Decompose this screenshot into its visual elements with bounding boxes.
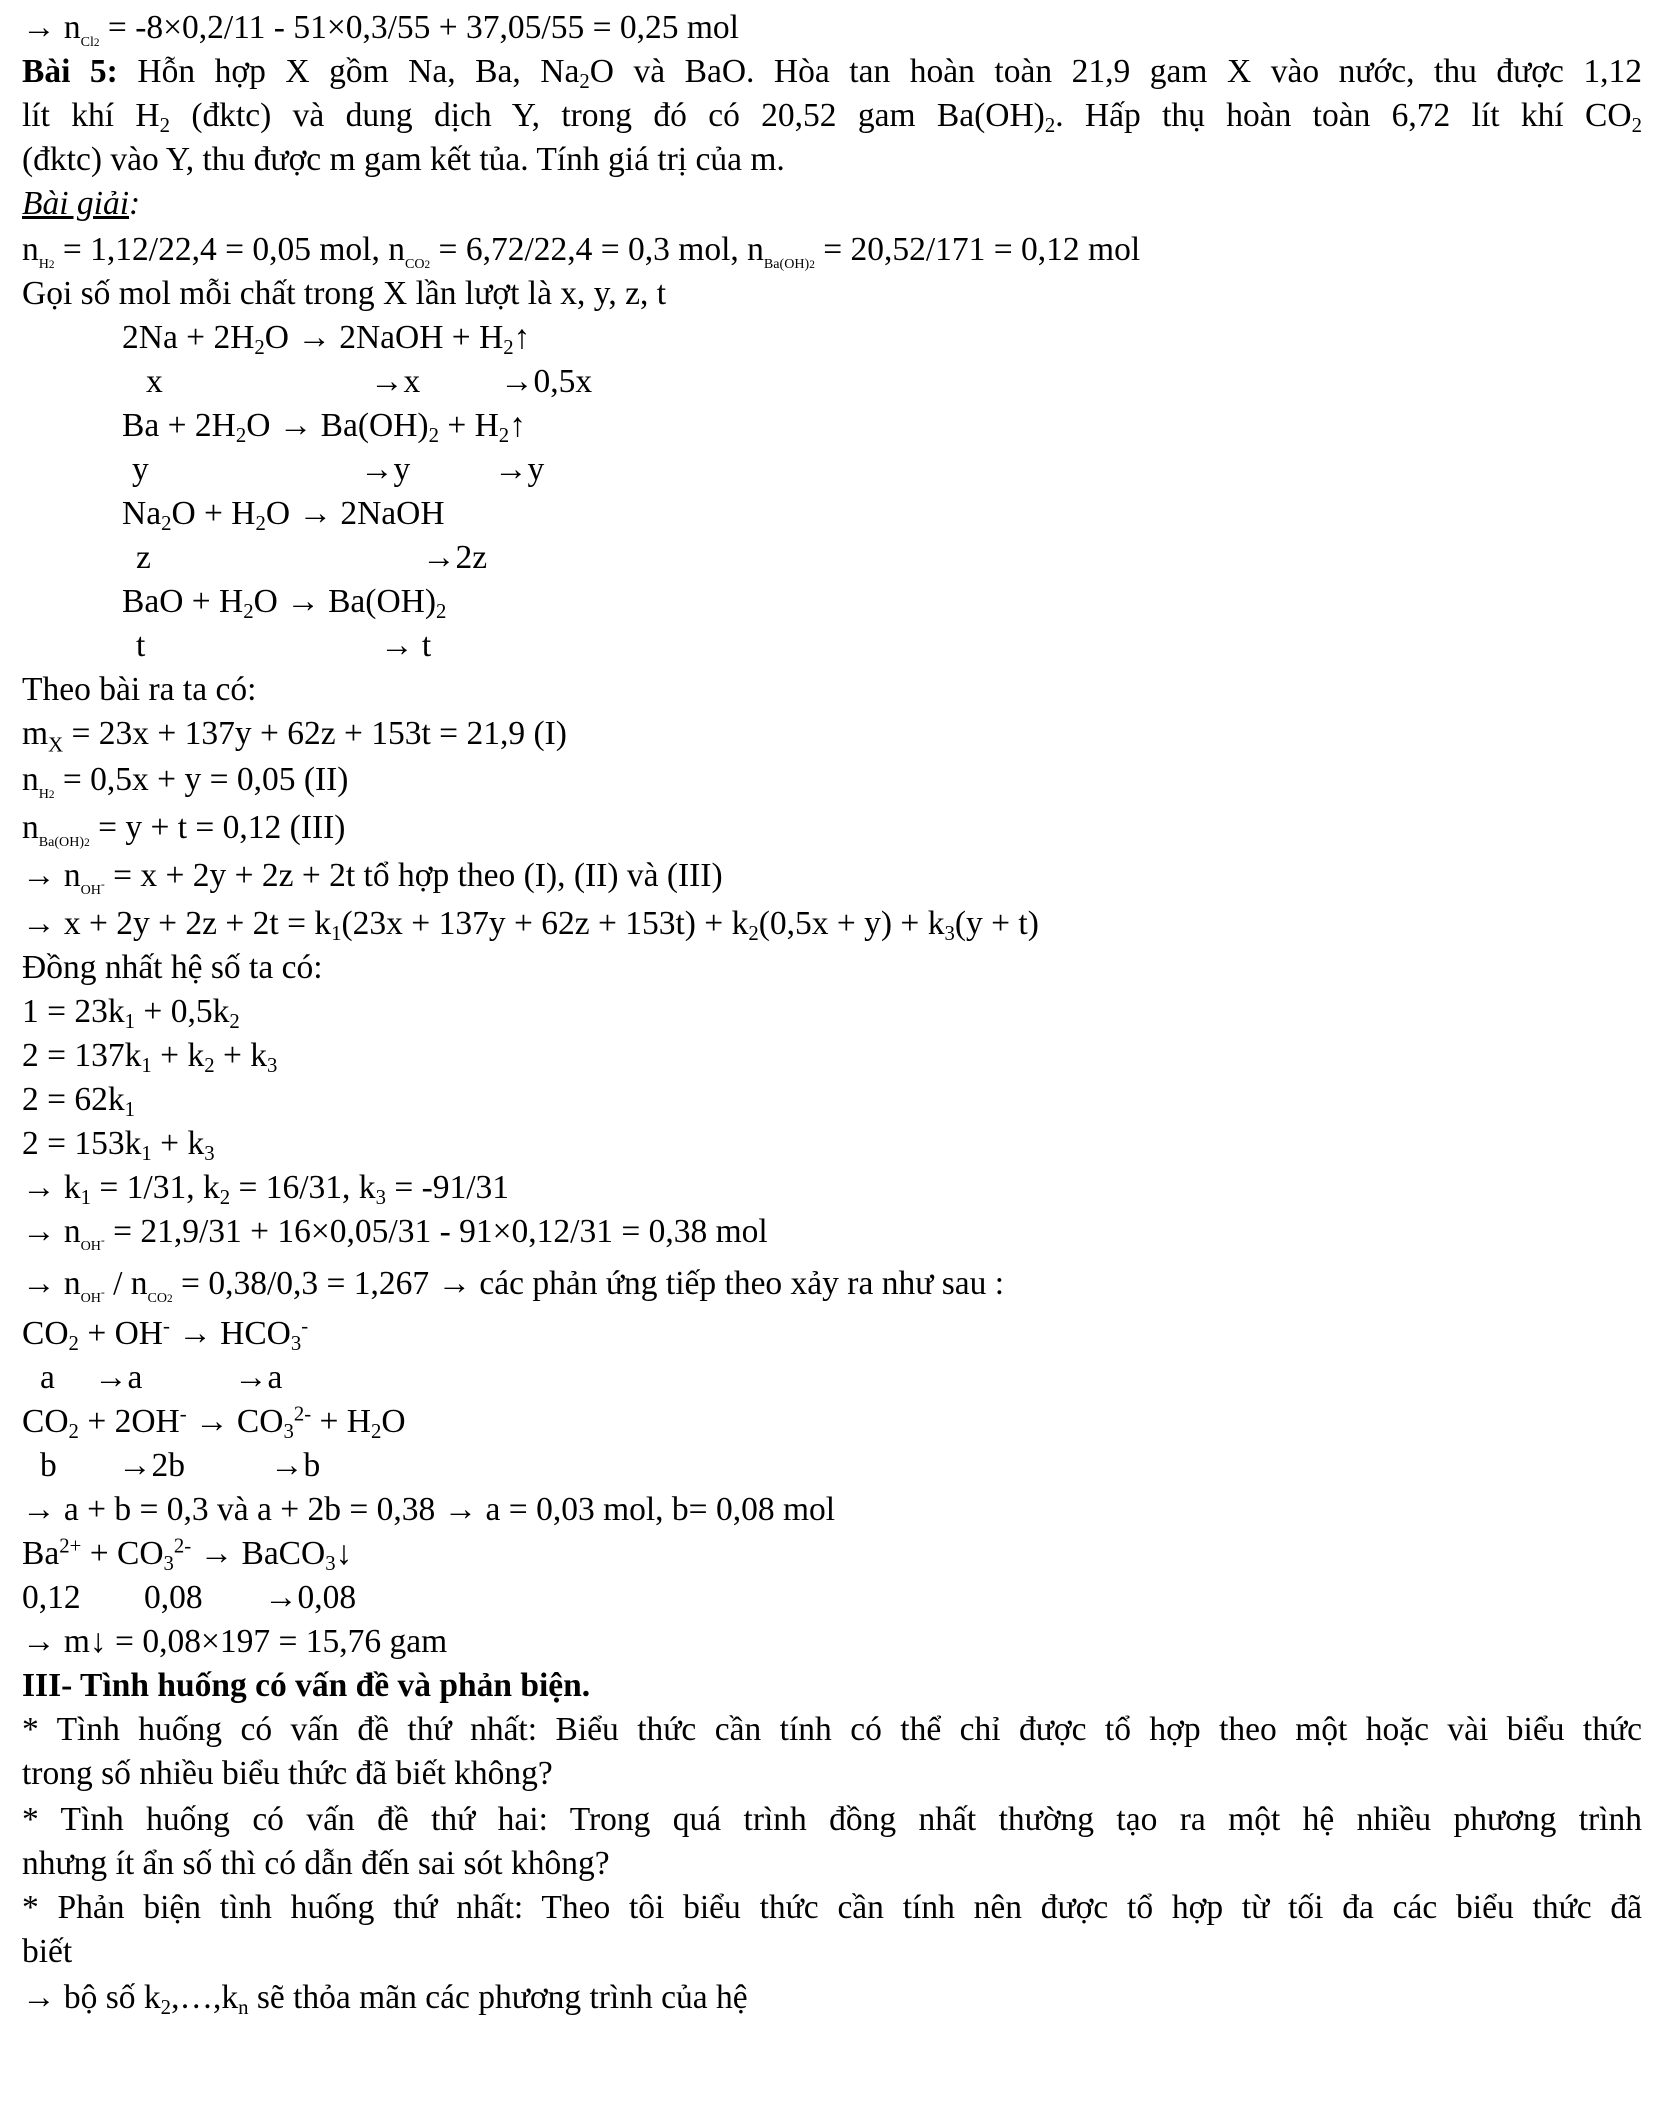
- reaction-3: $Na_2O + H_2O$ → 2NaOH: [122, 495, 445, 536]
- reaction-4-mol-baoh: → t: [380, 627, 432, 664]
- line-noh-value: → $n_{OH^-} = 21,9/31 + 16\times 0,05/31 - 91\times 0,12/31 = 0,38$ mol: [22, 1213, 768, 1254]
- coef-eq-3: $2 = 62k_1$: [22, 1081, 136, 1122]
- precipitate-mol-baco3: →0,08: [264, 1579, 357, 1616]
- reaction-2: $Ba + 2H_2O \to Ba(OH)_2$ + $H_2↑$: [122, 407, 526, 448]
- line-theo-bai: Theo bài ra ta có:: [22, 671, 257, 708]
- reaction-3-mol-z: z: [136, 539, 151, 576]
- line-dong-nhat: Đồng nhất hệ số ta có:: [22, 949, 323, 986]
- reaction-2-mol-h2: →y: [494, 451, 545, 488]
- reaction-1-mol-h2: →0,5x: [500, 363, 593, 400]
- coef-eq-1: $1 = 23k_1 + 0,5k_2$: [22, 993, 240, 1034]
- problem-5-line-1: Bài 5: Hỗn hợp X gồm Na, Ba, $Na_2O$ và BaO. Hòa tan hoàn toàn 21,9 gam X vào nước, thu được 1,12: [22, 53, 1642, 94]
- problem-5-line-3: (đktc) vào Y, thu được m gam kết tủa. Tính giá trị của m.: [22, 141, 785, 178]
- equation-II: $n_{H2} = 0,5x + y = 0,05$ (II): [22, 761, 349, 802]
- reaction-4: BaO + $H_2O \to Ba(OH)_2$: [122, 583, 447, 624]
- reaction-2-mol-baoh: →y: [360, 451, 411, 488]
- ionic-eq-2: $CO_2 + 2OH^- \to CO_3^{2-} + H_2O$: [22, 1402, 406, 1444]
- situation-2-line-1: * Tình huống có vấn đề thứ hai: Trong quá trình đồng nhất thường tạo ra một hệ nhiều phương trình: [22, 1801, 1642, 1838]
- precipitate-eq: $Ba^{2+} + CO_3^{2-}$ → BaCO$_3$↓: [22, 1534, 353, 1576]
- ionic-eq-1-mol-a3: →a: [234, 1359, 283, 1396]
- solution-heading: Bài giải:: [22, 185, 141, 222]
- problem-5-line-2: lít khí $H_2$ (đktc) và dung dịch Y, trong đó có 20,52 gam $Ba(OH)_2$. Hấp thụ hoàn toàn 6,72 lít khí $CO_2$: [22, 97, 1642, 138]
- situation-1-line-2: trong số nhiều biểu thức đã biết không?: [22, 1755, 553, 1792]
- precipitate-mol-ba: 0,12: [22, 1579, 81, 1616]
- coef-eq-4: $2 = 153k_1 + k_3$: [22, 1125, 215, 1166]
- line-ratio: → $n_{OH^-} / n_{CO2} = 0,38/0,3 = 1,267$ → các phản ứng tiếp theo xảy ra như sau :: [22, 1265, 1005, 1306]
- ionic-eq-1-mol-a1: a: [40, 1359, 55, 1396]
- precipitate-mol-co3: 0,08: [144, 1579, 203, 1616]
- line-combination: → $x + 2y + 2z + 2t = k_1(23x + 137y + 62z + 153t) + k_2(0,5x + y) + k_3(y + t)$: [22, 905, 1039, 946]
- reaction-1-mol-naoh: →x: [370, 363, 421, 400]
- ionic-eq-2-mol-b2: →2b: [118, 1447, 185, 1484]
- line-noh: → $n_{OH^-} = x + 2y + 2z + 2t$ tổ hợp theo (I), (II) và (III): [22, 857, 723, 898]
- situation-1-line-1: * Tình huống có vấn đề thứ nhất: Biểu thức cần tính có thể chỉ được tổ hợp theo một hoặc vài biểu thức: [22, 1711, 1642, 1748]
- line-ncl2: → $n_{Cl2} = -8\times 0,2/11 - 51\times 0,3/55 + 37,05/55 = 0,25$ mol: [22, 9, 739, 50]
- ionic-eq-1-mol-a2: →a: [94, 1359, 143, 1396]
- equation-III: $n_{Ba(OH)2} = y + t = 0,12$ (III): [22, 809, 346, 850]
- line-goi: Gọi số mol mỗi chất trong X lần lượt là x, y, z, t: [22, 275, 667, 312]
- section-III-heading: III- Tình huống có vấn đề và phản biện.: [22, 1667, 591, 1704]
- line-a-b-solution: → a + b = 0,3 và a + 2b = 0,38 → a = 0,03 mol, b= 0,08 mol: [22, 1491, 836, 1528]
- rebuttal-1-line-1: * Phản biện tình huống thứ nhất: Theo tôi biểu thức cần tính nên được tổ hợp từ tối đa các biểu thức đã: [22, 1889, 1642, 1926]
- coef-eq-2: $2 = 137k_1 + k_2 + k_3$: [22, 1037, 278, 1078]
- line-k-values: → $k_1 = 1/31$, $k_2 = 16/31$, $k_3 = -91/31$: [22, 1169, 510, 1210]
- reaction-2-mol-y: y: [132, 451, 149, 488]
- line-mass-result: → m↓ = 0,08×197 = 15,76 gam: [22, 1623, 448, 1660]
- ionic-eq-2-mol-b1: b: [40, 1447, 57, 1484]
- line-k-set: → bộ số $k_2,\dots,k_n$ sẽ thỏa mãn các phương trình của hệ: [22, 1979, 748, 2020]
- reaction-1-mol-x: x: [146, 363, 163, 400]
- reaction-1: $2Na + 2H_2O$ → 2NaOH + $H_2↑$: [122, 319, 531, 360]
- equation-I: $m_X = 23x + 137y + 62z + 153t = 21,9$ (I): [22, 715, 567, 757]
- rebuttal-1-line-2: biết: [22, 1933, 73, 1970]
- line-moles: $n_{H2} = 1,12/22,4 = 0,05$ mol, $n_{CO2} = 6,72/22,4 = 0,3$ mol, $n_{Ba(OH)2} = 20,52/171 = 0,12$ mol: [22, 231, 1141, 272]
- ionic-eq-2-mol-b3: →b: [270, 1447, 321, 1484]
- ionic-eq-1: $CO_2 + OH^- \to HCO_3^-$: [22, 1314, 309, 1356]
- reaction-3-mol-naoh: →2z: [422, 539, 488, 576]
- situation-2-line-2: nhưng ít ẩn số thì có dẫn đến sai sót không?: [22, 1845, 610, 1882]
- reaction-4-mol-t: t: [136, 627, 146, 664]
